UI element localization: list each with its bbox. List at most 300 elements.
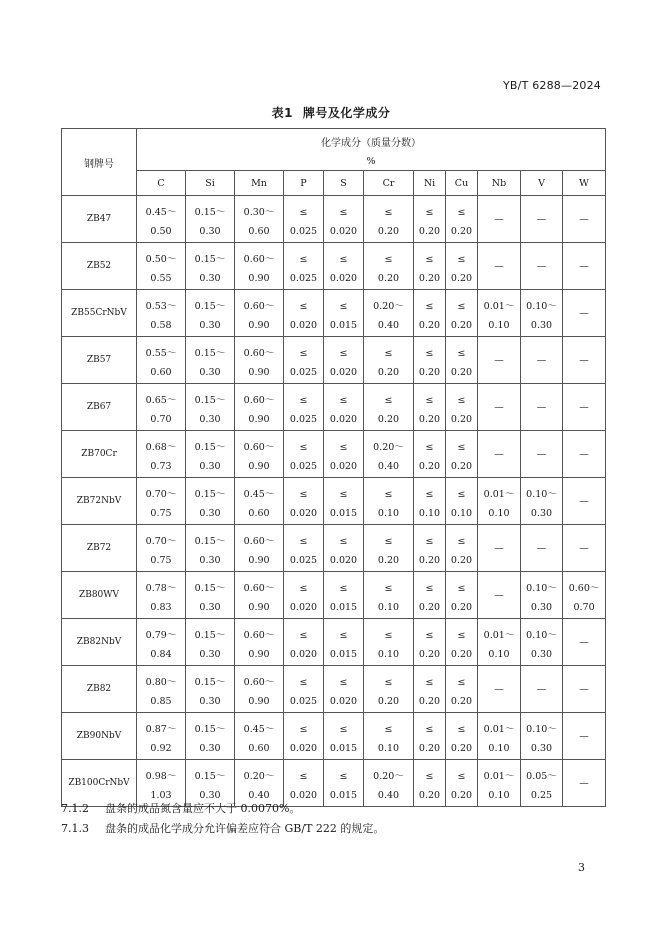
value-cell-upper: ≤	[414, 666, 446, 691]
element-header: Ni	[414, 171, 446, 196]
table-title: 牌号及化学成分	[302, 106, 391, 120]
value-cell-upper: ≤	[284, 572, 324, 597]
clause-7-1-3	[61, 820, 384, 836]
value-cell-lower: 0.20	[446, 737, 478, 760]
value-cell-upper: 0.10～	[521, 290, 563, 315]
value-cell-upper: 0.15～	[186, 337, 235, 362]
value-cell-upper: 0.87～	[137, 713, 186, 738]
value-cell-upper: ≤	[446, 525, 478, 550]
value-cell-lower: 0.020	[284, 314, 324, 337]
value-cell-upper: 0.53～	[137, 290, 186, 315]
value-cell-lower: 0.70	[563, 596, 606, 619]
value-cell-lower: 0.020	[324, 549, 364, 572]
value-cell-lower: 0.20	[364, 267, 414, 290]
value-cell-lower: 0.20	[364, 361, 414, 384]
value-cell-lower: 0.30	[186, 549, 235, 572]
value-cell-upper: ≤	[446, 572, 478, 597]
value-cell-lower: 0.025	[284, 549, 324, 572]
value-cell-lower: 0.020	[324, 408, 364, 431]
value-cell-upper: ≤	[324, 478, 364, 503]
empty-dash-cell: —	[563, 760, 606, 807]
table-row	[62, 525, 606, 550]
value-cell-upper: ≤	[324, 619, 364, 644]
value-cell-lower: 0.90	[235, 596, 284, 619]
value-cell-upper: 0.65～	[137, 384, 186, 409]
table-row	[62, 478, 606, 503]
value-cell-lower: 0.20	[414, 549, 446, 572]
empty-dash-cell: —	[563, 337, 606, 384]
value-cell-lower: 0.20	[414, 455, 446, 478]
value-cell-lower: 0.83	[137, 596, 186, 619]
value-cell-lower: 0.020	[324, 267, 364, 290]
value-cell-upper: 0.78～	[137, 572, 186, 597]
value-cell-upper: 0.15～	[186, 525, 235, 550]
value-cell-upper: ≤	[324, 243, 364, 268]
value-cell-upper: 0.20～	[364, 760, 414, 785]
value-cell-upper: 0.01～	[478, 619, 521, 644]
value-cell-lower: 0.60	[235, 737, 284, 760]
value-cell-lower: 0.30	[186, 502, 235, 525]
value-cell-lower: 0.30	[186, 455, 235, 478]
clause-text: 盘条的成品化学成分允许偏差应符合 GB/T 222 的规定。	[105, 822, 385, 835]
value-cell-upper: ≤	[414, 478, 446, 503]
value-cell-lower: 0.20	[414, 643, 446, 666]
value-cell-upper: ≤	[364, 478, 414, 503]
value-cell-lower: 0.020	[324, 690, 364, 713]
value-cell-upper: ≤	[414, 290, 446, 315]
value-cell-lower: 0.20	[446, 690, 478, 713]
value-cell-lower: 0.70	[137, 408, 186, 431]
value-cell-lower: 0.020	[324, 455, 364, 478]
value-cell-upper: ≤	[446, 337, 478, 362]
value-cell-upper: ≤	[364, 196, 414, 221]
value-cell-upper: ≤	[284, 384, 324, 409]
table-label: 表1	[271, 106, 293, 120]
value-cell-lower: 0.30	[186, 690, 235, 713]
value-cell-upper: ≤	[446, 713, 478, 738]
page-number: 3	[578, 861, 585, 874]
value-cell-lower: 0.10	[364, 643, 414, 666]
value-cell-upper: 0.70～	[137, 525, 186, 550]
empty-dash-cell: —	[478, 337, 521, 384]
value-cell-upper: ≤	[324, 290, 364, 315]
table-caption	[0, 104, 662, 121]
table-row	[62, 314, 606, 337]
empty-dash-cell: —	[563, 290, 606, 337]
element-header: V	[521, 171, 563, 196]
element-header: S	[324, 171, 364, 196]
value-cell-lower: 0.10	[364, 596, 414, 619]
grade-header: 钢牌号	[62, 129, 137, 196]
value-cell-upper: 0.15～	[186, 196, 235, 221]
value-cell-lower: 0.90	[235, 267, 284, 290]
table-row	[62, 572, 606, 597]
empty-dash-cell: —	[563, 478, 606, 525]
grade-cell: ZB82NbV	[62, 619, 137, 666]
value-cell-upper: 0.15～	[186, 619, 235, 644]
value-cell-upper: ≤	[414, 713, 446, 738]
value-cell-lower: 0.020	[324, 220, 364, 243]
value-cell-upper: 0.79～	[137, 619, 186, 644]
value-cell-upper: ≤	[284, 290, 324, 315]
value-cell-lower: 0.73	[137, 455, 186, 478]
value-cell-upper: 0.15～	[186, 666, 235, 691]
value-cell-lower: 0.20	[414, 220, 446, 243]
empty-dash-cell: —	[563, 713, 606, 760]
value-cell-lower: 0.20	[446, 267, 478, 290]
value-cell-lower: 1.03	[137, 784, 186, 807]
value-cell-upper: ≤	[284, 760, 324, 785]
value-cell-upper: 0.20～	[364, 290, 414, 315]
value-cell-lower: 0.30	[521, 314, 563, 337]
grade-cell: ZB72NbV	[62, 478, 137, 525]
value-cell-upper: 0.60～	[235, 525, 284, 550]
empty-dash-cell: —	[521, 525, 563, 572]
value-cell-upper: ≤	[414, 760, 446, 785]
value-cell-lower: 0.10	[446, 502, 478, 525]
grade-cell: ZB67	[62, 384, 137, 431]
grade-cell: ZB100CrNbV	[62, 760, 137, 807]
value-cell-upper: ≤	[284, 713, 324, 738]
value-cell-lower: 0.20	[414, 596, 446, 619]
value-cell-upper: ≤	[324, 196, 364, 221]
empty-dash-cell: —	[478, 431, 521, 478]
value-cell-upper: ≤	[284, 619, 324, 644]
value-cell-lower: 0.20	[446, 784, 478, 807]
value-cell-lower: 0.30	[186, 737, 235, 760]
empty-dash-cell: —	[521, 384, 563, 431]
table-row	[62, 243, 606, 268]
value-cell-upper: 0.68～	[137, 431, 186, 456]
value-cell-lower: 0.30	[186, 314, 235, 337]
value-cell-upper: ≤	[446, 478, 478, 503]
value-cell-lower: 0.50	[137, 220, 186, 243]
value-cell-upper: 0.05～	[521, 760, 563, 785]
value-cell-lower: 0.90	[235, 690, 284, 713]
empty-dash-cell: —	[478, 384, 521, 431]
table-row	[62, 290, 606, 315]
value-cell-upper: ≤	[446, 619, 478, 644]
value-cell-upper: ≤	[414, 431, 446, 456]
value-cell-upper: ≤	[446, 290, 478, 315]
value-cell-upper: 0.10～	[521, 478, 563, 503]
value-cell-lower: 0.020	[284, 643, 324, 666]
value-cell-upper: 0.01～	[478, 760, 521, 785]
composition-table	[61, 128, 606, 807]
value-cell-lower: 0.20	[414, 737, 446, 760]
value-cell-lower: 0.20	[364, 690, 414, 713]
value-cell-upper: 0.10～	[521, 572, 563, 597]
value-cell-lower: 0.60	[137, 361, 186, 384]
value-cell-lower: 0.20	[414, 690, 446, 713]
value-cell-lower: 0.20	[414, 314, 446, 337]
value-cell-upper: 0.98～	[137, 760, 186, 785]
value-cell-upper: ≤	[364, 337, 414, 362]
value-cell-lower: 0.40	[364, 314, 414, 337]
value-cell-upper: ≤	[414, 384, 446, 409]
value-cell-upper: ≤	[284, 666, 324, 691]
empty-dash-cell: —	[521, 243, 563, 290]
value-cell-lower: 0.025	[284, 690, 324, 713]
value-cell-upper: 0.50～	[137, 243, 186, 268]
value-cell-upper: 0.15～	[186, 760, 235, 785]
value-cell-lower: 0.20	[414, 408, 446, 431]
value-cell-upper: ≤	[284, 196, 324, 221]
value-cell-upper: ≤	[414, 337, 446, 362]
empty-dash-cell: —	[478, 572, 521, 619]
value-cell-upper: 0.20～	[364, 431, 414, 456]
element-header: Mn	[235, 171, 284, 196]
value-cell-upper: ≤	[414, 525, 446, 550]
empty-dash-cell: —	[521, 196, 563, 243]
value-cell-upper: 0.10～	[521, 619, 563, 644]
value-cell-lower: 0.015	[324, 502, 364, 525]
value-cell-upper: ≤	[324, 666, 364, 691]
value-cell-upper: ≤	[284, 243, 324, 268]
table-row	[62, 643, 606, 666]
table-row	[62, 502, 606, 525]
value-cell-lower: 0.20	[446, 408, 478, 431]
value-cell-lower: 0.015	[324, 737, 364, 760]
value-cell-upper: 0.01～	[478, 290, 521, 315]
value-cell-lower: 0.015	[324, 596, 364, 619]
value-cell-lower: 0.90	[235, 361, 284, 384]
value-cell-lower: 0.60	[235, 502, 284, 525]
value-cell-upper: 0.60～	[235, 431, 284, 456]
empty-dash-cell: —	[563, 196, 606, 243]
table-row	[62, 666, 606, 691]
value-cell-lower: 0.30	[186, 408, 235, 431]
value-cell-upper: ≤	[284, 337, 324, 362]
value-cell-lower: 0.20	[446, 643, 478, 666]
empty-dash-cell: —	[563, 243, 606, 290]
empty-dash-cell: —	[521, 431, 563, 478]
value-cell-lower: 0.10	[478, 737, 521, 760]
value-cell-upper: 0.60～	[563, 572, 606, 597]
value-cell-upper: ≤	[324, 337, 364, 362]
value-cell-upper: 0.15～	[186, 243, 235, 268]
empty-dash-cell: —	[563, 666, 606, 713]
value-cell-upper: 0.15～	[186, 290, 235, 315]
empty-dash-cell: —	[563, 525, 606, 572]
value-cell-upper: ≤	[364, 666, 414, 691]
value-cell-lower: 0.025	[284, 455, 324, 478]
element-header: W	[563, 171, 606, 196]
value-cell-lower: 0.20	[364, 408, 414, 431]
element-header: Nb	[478, 171, 521, 196]
value-cell-lower: 0.90	[235, 643, 284, 666]
value-cell-upper: 0.60～	[235, 572, 284, 597]
value-cell-upper: 0.01～	[478, 713, 521, 738]
table-row	[62, 713, 606, 738]
value-cell-lower: 0.015	[324, 643, 364, 666]
value-cell-lower: 0.30	[521, 596, 563, 619]
empty-dash-cell: —	[521, 337, 563, 384]
value-cell-lower: 0.20	[446, 596, 478, 619]
standard-code: YB/T 6288—2024	[503, 79, 601, 92]
value-cell-lower: 0.20	[446, 455, 478, 478]
element-header: Cr	[364, 171, 414, 196]
value-cell-upper: ≤	[284, 525, 324, 550]
value-cell-upper: ≤	[446, 431, 478, 456]
value-cell-upper: 0.60～	[235, 384, 284, 409]
value-cell-lower: 0.020	[284, 596, 324, 619]
element-header: Si	[186, 171, 235, 196]
clause-text: 盘条的成品氮含量应不大于 0.0070%。	[105, 802, 301, 815]
value-cell-upper: 0.60～	[235, 337, 284, 362]
value-cell-upper: ≤	[324, 572, 364, 597]
value-cell-upper: 0.45～	[235, 713, 284, 738]
value-cell-upper: ≤	[364, 713, 414, 738]
grade-cell: ZB72	[62, 525, 137, 572]
value-cell-lower: 0.55	[137, 267, 186, 290]
value-cell-upper: ≤	[284, 478, 324, 503]
value-cell-lower: 0.025	[284, 220, 324, 243]
value-cell-lower: 0.20	[414, 267, 446, 290]
grade-cell: ZB70Cr	[62, 431, 137, 478]
grade-cell: ZB82	[62, 666, 137, 713]
value-cell-lower: 0.84	[137, 643, 186, 666]
value-cell-upper: ≤	[324, 431, 364, 456]
value-cell-lower: 0.90	[235, 455, 284, 478]
value-cell-upper: 0.15～	[186, 713, 235, 738]
value-cell-lower: 0.30	[186, 361, 235, 384]
value-cell-upper: 0.30～	[235, 196, 284, 221]
value-cell-upper: ≤	[364, 619, 414, 644]
value-cell-lower: 0.015	[324, 314, 364, 337]
value-cell-lower: 0.10	[364, 737, 414, 760]
empty-dash-cell: —	[563, 384, 606, 431]
value-cell-upper: ≤	[364, 384, 414, 409]
value-cell-lower: 0.20	[414, 784, 446, 807]
value-cell-lower: 0.40	[364, 784, 414, 807]
table-row	[62, 737, 606, 760]
value-cell-lower: 0.30	[186, 220, 235, 243]
value-cell-lower: 0.20	[446, 314, 478, 337]
value-cell-upper: ≤	[324, 384, 364, 409]
clause-7-1-2	[61, 800, 300, 816]
value-cell-lower: 0.90	[235, 408, 284, 431]
value-cell-upper: ≤	[284, 431, 324, 456]
value-cell-upper: ≤	[324, 760, 364, 785]
grade-cell: ZB52	[62, 243, 137, 290]
empty-dash-cell: —	[478, 196, 521, 243]
value-cell-lower: 0.92	[137, 737, 186, 760]
grade-cell: ZB90NbV	[62, 713, 137, 760]
element-header: C	[137, 171, 186, 196]
value-cell-lower: 0.30	[186, 784, 235, 807]
value-cell-lower: 0.025	[284, 408, 324, 431]
value-cell-lower: 0.20	[364, 549, 414, 572]
value-cell-lower: 0.75	[137, 502, 186, 525]
element-header: Cu	[446, 171, 478, 196]
table-row	[62, 337, 606, 362]
value-cell-upper: ≤	[446, 384, 478, 409]
value-cell-upper: ≤	[446, 666, 478, 691]
value-cell-upper: 0.60～	[235, 243, 284, 268]
value-cell-upper: ≤	[364, 572, 414, 597]
value-cell-upper: 0.45～	[235, 478, 284, 503]
value-cell-lower: 0.90	[235, 314, 284, 337]
value-cell-upper: 0.45～	[137, 196, 186, 221]
value-cell-lower: 0.20	[446, 549, 478, 572]
value-cell-upper: 0.15～	[186, 431, 235, 456]
table-row	[62, 196, 606, 221]
value-cell-upper: 0.15～	[186, 384, 235, 409]
table-row	[62, 431, 606, 456]
value-cell-lower: 0.10	[414, 502, 446, 525]
value-cell-lower: 0.60	[235, 220, 284, 243]
table-row	[62, 384, 606, 409]
value-cell-upper: 0.15～	[186, 572, 235, 597]
value-cell-lower: 0.20	[364, 220, 414, 243]
value-cell-upper: ≤	[446, 760, 478, 785]
value-cell-upper: 0.15～	[186, 478, 235, 503]
value-cell-upper: 0.20～	[235, 760, 284, 785]
value-cell-upper: ≤	[414, 243, 446, 268]
table-row	[62, 760, 606, 785]
value-cell-upper: 0.55～	[137, 337, 186, 362]
empty-dash-cell: —	[521, 666, 563, 713]
value-cell-lower: 0.020	[284, 737, 324, 760]
grade-cell: ZB47	[62, 196, 137, 243]
value-cell-upper: 0.60～	[235, 619, 284, 644]
table-row	[62, 619, 606, 644]
value-cell-lower: 0.10	[478, 643, 521, 666]
value-cell-upper: ≤	[414, 196, 446, 221]
value-cell-lower: 0.020	[284, 784, 324, 807]
value-cell-upper: ≤	[414, 619, 446, 644]
unit-header: %	[137, 153, 606, 171]
value-cell-upper: 0.60～	[235, 290, 284, 315]
value-cell-upper: ≤	[446, 196, 478, 221]
grade-cell: ZB80WV	[62, 572, 137, 619]
value-cell-upper: ≤	[364, 243, 414, 268]
element-header: P	[284, 171, 324, 196]
empty-dash-cell: —	[478, 525, 521, 572]
value-cell-lower: 0.10	[478, 502, 521, 525]
empty-dash-cell: —	[563, 619, 606, 666]
value-cell-lower: 0.30	[186, 643, 235, 666]
value-cell-lower: 0.30	[521, 502, 563, 525]
value-cell-lower: 0.015	[324, 784, 364, 807]
value-cell-upper: ≤	[324, 713, 364, 738]
value-cell-lower: 0.90	[235, 549, 284, 572]
value-cell-upper: ≤	[324, 525, 364, 550]
value-cell-lower: 0.20	[446, 220, 478, 243]
value-cell-lower: 0.58	[137, 314, 186, 337]
value-cell-lower: 0.75	[137, 549, 186, 572]
empty-dash-cell: —	[478, 243, 521, 290]
value-cell-lower: 0.10	[364, 502, 414, 525]
value-cell-lower: 0.40	[364, 455, 414, 478]
grade-cell: ZB57	[62, 337, 137, 384]
value-cell-lower: 0.025	[284, 361, 324, 384]
value-cell-lower: 0.10	[478, 784, 521, 807]
clause-number: 7.1.2	[61, 802, 89, 815]
value-cell-lower: 0.30	[521, 643, 563, 666]
value-cell-lower: 0.40	[235, 784, 284, 807]
value-cell-lower: 0.25	[521, 784, 563, 807]
value-cell-lower: 0.020	[324, 361, 364, 384]
value-cell-upper: 0.80～	[137, 666, 186, 691]
composition-header: 化学成分（质量分数）	[137, 129, 606, 154]
value-cell-lower: 0.10	[478, 314, 521, 337]
value-cell-upper: ≤	[414, 572, 446, 597]
value-cell-upper: 0.70～	[137, 478, 186, 503]
value-cell-upper: 0.10～	[521, 713, 563, 738]
value-cell-upper: ≤	[446, 243, 478, 268]
